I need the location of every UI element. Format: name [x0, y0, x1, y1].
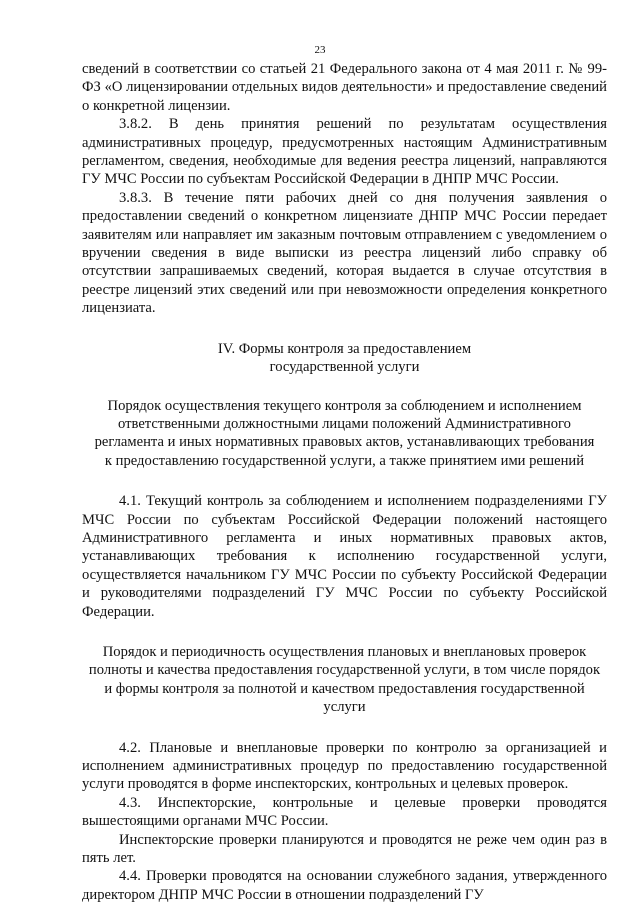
paragraph-4-2: 4.2. Плановые и внеплановые проверки по контролю за организацией и исполнением административных процедур по предоставлению государственной услуги проводятся в форме инспекторских, контрольных и целевых проверок.: [82, 739, 607, 793]
subsection-heading-inspections: Порядок и периодичность осуществления плановых и внеплановых проверок полноты и качества предоставления государственной услуги, в том числе порядок и формы контроля за полнотой и качеством предоставления государственной услуги: [88, 643, 601, 716]
section-heading-iv: IV. Формы контроля за предоставлением государственной услуги: [217, 340, 472, 376]
paragraph-4-1: 4.1. Текущий контроль за соблюдением и исполнением подразделениями ГУ МЧС России по субъектам Российской Федерации положений настоящего Административного регламента и иных нормативных правовых актов, устанавливающих требования к исполнению государственной услуги, осуществляется начальником ГУ МЧС России по субъекту Российской Федерации и руководителями подразделений ГУ МЧС России по субъекту Российской Федерации.: [82, 493, 607, 620]
paragraph-continuation: сведений в соответствии со статьей 21 Федерального закона от 4 мая 2011 г. № 99-ФЗ «О лицензировании отдельных видов деятельности» и предоставление сведений о конкретной лицензии.: [82, 61, 607, 114]
paragraph-3-8-2: 3.8.2. В день принятия решений по результатам осуществления административных процедур, предусмотренных настоящим Административным регламентом, сведения, необходимые для ведения реестра лицензий, направляются ГУ МЧС России по субъектам Российской Федерации в ДНПР МЧС России.: [82, 116, 607, 188]
document-body: [82, 60, 607, 904]
subsection-heading-current-control: Порядок осуществления текущего контроля за соблюдением и исполнением ответственными должностными лицами положений Административного регламента и иных нормативных правовых актов, устанавливающих требования к предоставлению государственной услуги, а также принятием ими решений: [94, 397, 595, 469]
paragraph-3-8-3: 3.8.3. В течение пяти рабочих дней со дня получения заявления о предоставлении сведений о конкретном лицензиате ДНПР МЧС России передает заявителям или направляет им заказным почтовым отправлением с уведомлением о вручении сведения в виде выписки из реестра лицензий либо справку об отсутствии запрашиваемых сведений, которая выдается в случае отсутствия в реестре лицензий этих сведений или при невозможности определения конкретного лицензиата.: [82, 189, 607, 317]
paragraph-inspection-frequency: Инспекторские проверки планируются и проводятся не реже чем один раз в пять лет.: [82, 831, 607, 867]
paragraph-4-3: 4.3. Инспекторские, контрольные и целевые проверки проводятся вышестоящими органами МЧС России.: [82, 794, 607, 830]
page-number: 23: [314, 44, 326, 56]
paragraph-4-4: 4.4. Проверки проводятся на основании служебного задания, утвержденного директором ДНПР МЧС России в отношении подразделений ГУ: [82, 868, 607, 903]
